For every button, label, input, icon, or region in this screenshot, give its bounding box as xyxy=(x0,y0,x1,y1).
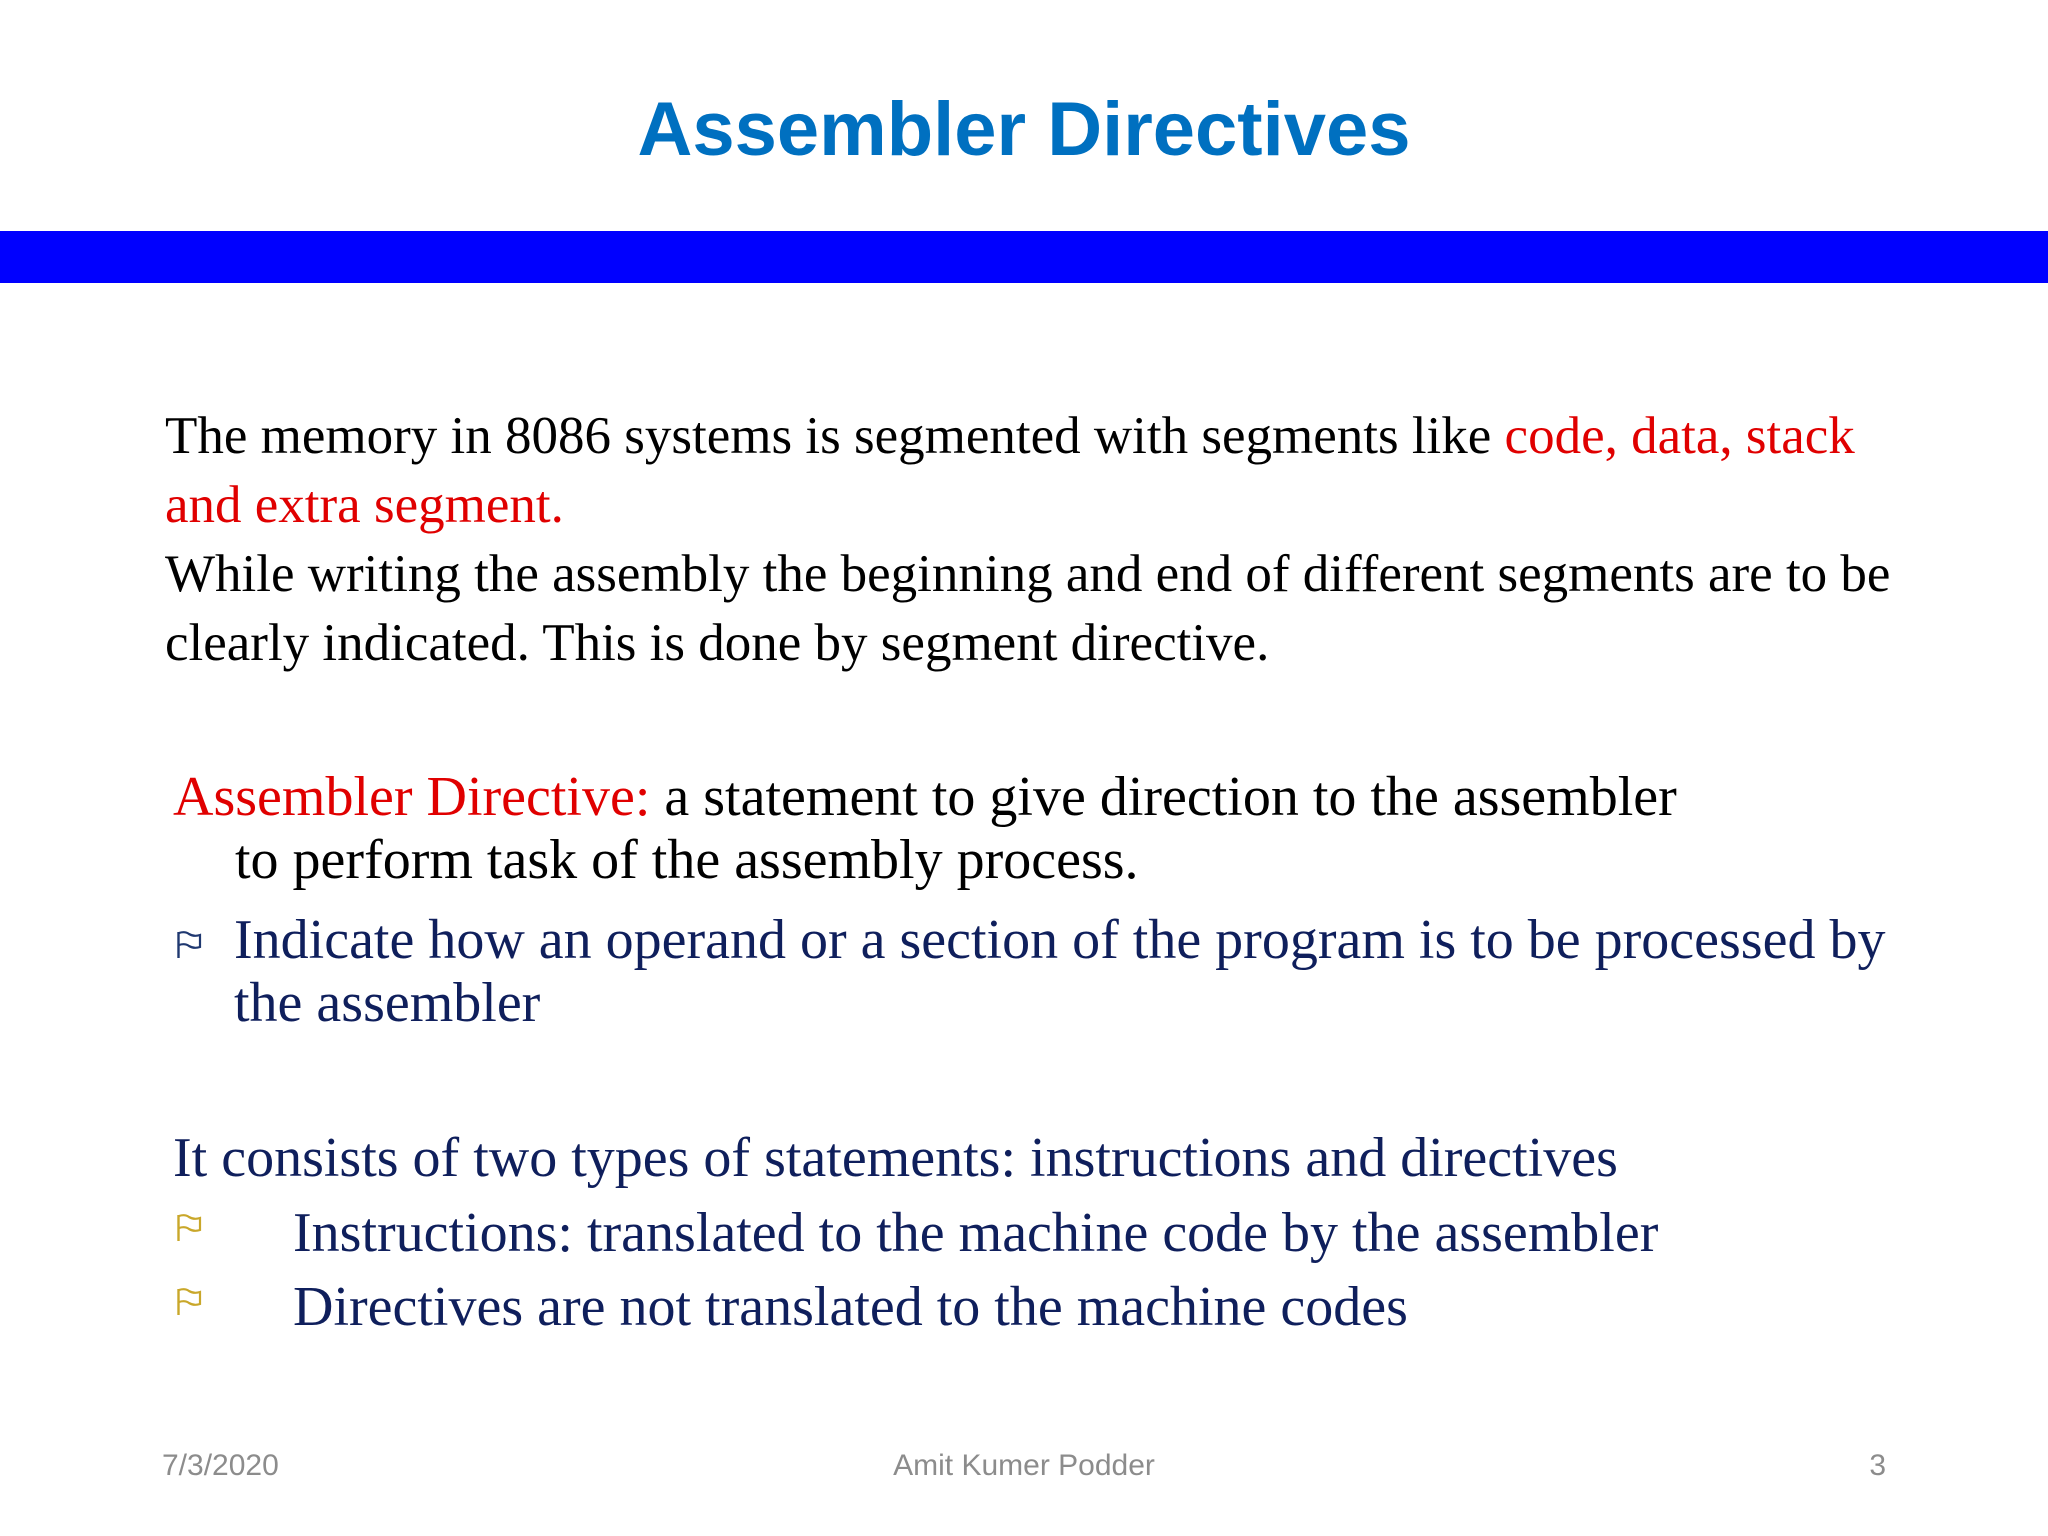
footer-date: 7/3/2020 xyxy=(162,1449,279,1482)
list-item xyxy=(176,1198,1936,1268)
statement-types-heading: It consists of two types of statements: instructions and directives xyxy=(173,1127,1618,1189)
list-item-text: Instructions: translated to the machine code by the assembler xyxy=(293,1202,1659,1264)
flag-icon xyxy=(176,931,202,959)
definition-text-continued: to perform task of the assembly process. xyxy=(235,829,1139,891)
title-divider-bar xyxy=(0,231,2048,283)
list-item-text: Directives are not translated to the machine codes xyxy=(293,1276,1408,1338)
page-number: 3 xyxy=(1869,1449,1886,1482)
flag-icon xyxy=(176,1214,202,1242)
definition-term: Assembler Directive: xyxy=(173,766,651,828)
footer-author: Amit Kumer Podder xyxy=(893,1449,1155,1482)
bullet-item xyxy=(176,909,1896,1035)
intro-segment-text: While writing the assembly the beginning and end of different segments are to be clearly indicated. This is done by segment directive. xyxy=(165,545,1891,672)
definition-text: a statement to give direction to the assembler xyxy=(650,766,1677,828)
intro-text: The memory in 8086 systems is segmented with segments like xyxy=(165,407,1505,465)
intro-paragraph xyxy=(165,402,1925,678)
definition-paragraph xyxy=(173,766,1893,892)
slide-title: Assembler Directives xyxy=(637,87,1411,172)
flag-icon xyxy=(176,1288,202,1316)
list-item xyxy=(176,1272,1936,1342)
intro-segment-list: code, data, stack and extra segment. xyxy=(165,407,1855,534)
bullet-text: Indicate how an operand or a section of the program is to be processed by the assembler xyxy=(234,909,1886,1034)
